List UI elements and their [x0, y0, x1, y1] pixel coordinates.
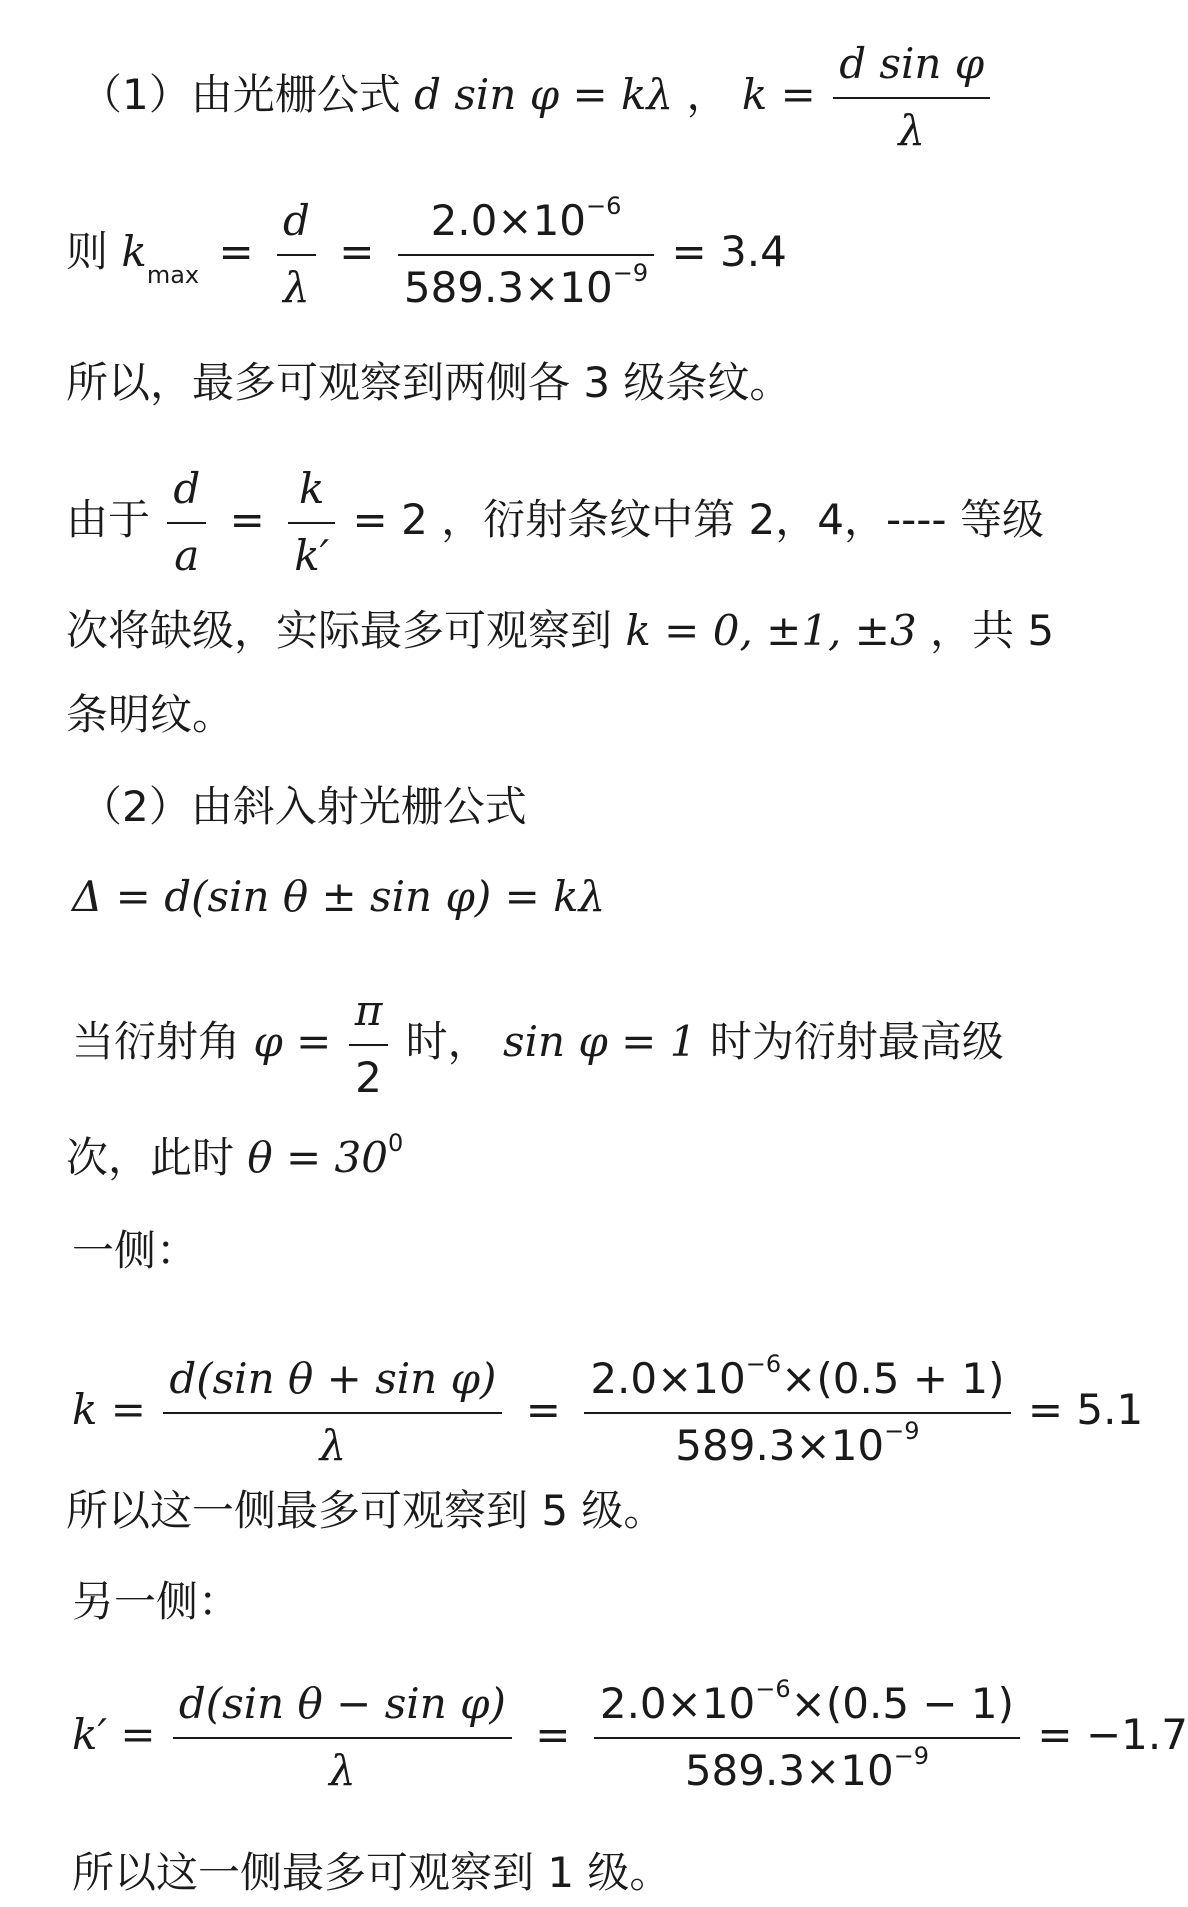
pi-over-2 — [349, 985, 389, 1104]
theta-degree: 0 — [388, 1129, 404, 1157]
fraction-bar — [277, 254, 316, 256]
k-symbolic-denominator: λ — [319, 1420, 347, 1470]
line-2-prefix: 则 — [66, 227, 109, 276]
kprime-lhs: k′ = — [72, 1710, 156, 1759]
kmax-numerator-exp: −6 — [586, 192, 622, 220]
line-5-text-1: 次将缺级，实际最多可观察到 — [66, 606, 613, 655]
k-lhs: k = — [741, 70, 816, 119]
line-16: 所以这一侧最多可观察到 1 级。 — [72, 1848, 672, 1897]
line-13: 所以这一侧最多可观察到 5 级。 — [66, 1486, 666, 1535]
k-over-kprime — [288, 463, 335, 582]
k-den-exp: −9 — [884, 1416, 920, 1445]
d-over-a-denominator: a — [174, 530, 200, 580]
line-3: 所以，最多可观察到两侧各 3 级条纹。 — [66, 358, 792, 407]
line-15 — [72, 1675, 1188, 1797]
d-over-a — [167, 463, 206, 582]
kprime-den-base: 589.3×10 — [684, 1745, 894, 1795]
fraction-bar — [167, 522, 206, 524]
kprime-num-factor: ×(0.5 − 1) — [790, 1679, 1015, 1728]
line-4-suffix: ，衍射条纹中第 2，4，---- 等级 — [441, 495, 1044, 544]
kmax-numerator-base: 2.0×10 — [430, 196, 587, 245]
line-4 — [66, 463, 1044, 582]
equals: = — [535, 1710, 571, 1759]
k-fraction-numerator: d sin φ — [839, 39, 985, 88]
kprime-symbolic-fraction — [173, 1678, 512, 1797]
kmax-numeric-fraction — [398, 192, 654, 314]
line-4-prefix: 由于 — [66, 495, 151, 544]
equals-1: = — [218, 227, 254, 276]
line-10-prefix: 次，此时 — [66, 1133, 235, 1182]
line-2 — [66, 192, 787, 314]
fraction-bar — [163, 1412, 502, 1414]
line-14: 另一侧： — [72, 1577, 241, 1626]
line-12 — [72, 1350, 1144, 1472]
fraction-bar — [833, 97, 990, 99]
kprime-numeric-numerator — [594, 1675, 1020, 1731]
pi-over-2-denominator: 2 — [355, 1052, 382, 1102]
k-den-base: 589.3×10 — [675, 1420, 885, 1470]
line-1-sep: ， — [686, 70, 729, 119]
line-6: 条明纹。 — [66, 690, 235, 739]
observable-orders: k = 0, ±1, ±3 — [625, 606, 917, 655]
k-num-factor: ×(0.5 + 1) — [781, 1354, 1005, 1403]
kprime-symbolic-denominator: λ — [329, 1745, 356, 1795]
fraction-bar — [288, 522, 335, 524]
equals: = — [229, 495, 265, 544]
d-over-a-numerator: d — [173, 464, 201, 513]
line-9 — [72, 985, 1004, 1104]
phi-equals: φ = — [253, 1017, 332, 1066]
kmax-numerator — [425, 192, 628, 248]
sin-phi-equals-1: sin φ = 1 — [503, 1017, 697, 1066]
k-symbol: k — [121, 227, 147, 276]
kprime-num-base: 2.0×10 — [599, 1679, 756, 1728]
d-over-lambda-denominator: λ — [283, 262, 310, 312]
kprime-num-exp: −6 — [755, 1675, 791, 1703]
line-5 — [66, 606, 1055, 655]
kmax-denominator-exp: −9 — [612, 258, 649, 287]
k-num-base: 2.0×10 — [590, 1354, 746, 1403]
k-num-exp: −6 — [745, 1350, 782, 1378]
line-10 — [66, 1129, 404, 1182]
kprime-numeric-fraction — [594, 1675, 1020, 1797]
kmax-denominator-base: 589.3×10 — [403, 262, 613, 312]
kprime-result: = −1.7 — [1037, 1710, 1188, 1759]
k-lhs: k = — [72, 1385, 146, 1434]
kprime-numeric-denominator — [679, 1741, 935, 1798]
line-9-prefix: 当衍射角 — [72, 1017, 241, 1066]
fraction-bar — [398, 254, 654, 256]
d-over-lambda-numerator: d — [283, 196, 310, 245]
line-11: 一侧： — [72, 1226, 199, 1275]
kmax-denominator — [398, 258, 654, 315]
line-9-suffix: 时为衍射最高级 — [709, 1017, 1004, 1066]
d-over-lambda — [277, 195, 316, 314]
line-5-text-2: ，共 5 — [930, 606, 1055, 655]
k-over-kprime-denominator: k′ — [294, 530, 330, 580]
oblique-grating-formula: Δ = d(sin θ ± sin φ) = kλ — [72, 872, 606, 921]
fraction-bar — [584, 1412, 1010, 1414]
fraction-bar — [594, 1737, 1020, 1739]
k-fraction — [833, 38, 990, 157]
line-1-prefix: （1）由光栅公式 — [80, 70, 401, 119]
equals: = — [525, 1385, 561, 1434]
line-7: （2）由斜入射光栅公式 — [80, 782, 527, 831]
line-9-mid: 时， — [405, 1017, 490, 1066]
ratio-result: = 2 — [352, 495, 428, 544]
kmax-result: = 3.4 — [671, 227, 787, 276]
equals-2: = — [339, 227, 375, 276]
grating-formula: d sin φ = kλ — [414, 70, 674, 119]
kprime-den-exp: −9 — [893, 1741, 930, 1770]
line-1 — [80, 38, 994, 157]
k-fraction-denominator: λ — [898, 105, 926, 155]
kprime-symbolic-numerator: d(sin θ − sin φ) — [178, 1679, 506, 1728]
theta-equals: θ = 30 — [247, 1133, 388, 1182]
fraction-bar — [349, 1044, 389, 1046]
k-numeric-numerator — [584, 1350, 1010, 1406]
fraction-bar — [173, 1737, 512, 1739]
k-result: = 5.1 — [1027, 1385, 1144, 1434]
k-symbolic-numerator: d(sin θ + sin φ) — [169, 1354, 497, 1403]
k-numeric-denominator — [669, 1416, 925, 1473]
k-numeric-fraction — [584, 1350, 1010, 1472]
k-symbolic-fraction — [163, 1353, 502, 1472]
k-subscript: max — [146, 261, 200, 290]
k-over-kprime-numerator: k — [298, 464, 325, 513]
pi-over-2-numerator: π — [354, 986, 383, 1035]
